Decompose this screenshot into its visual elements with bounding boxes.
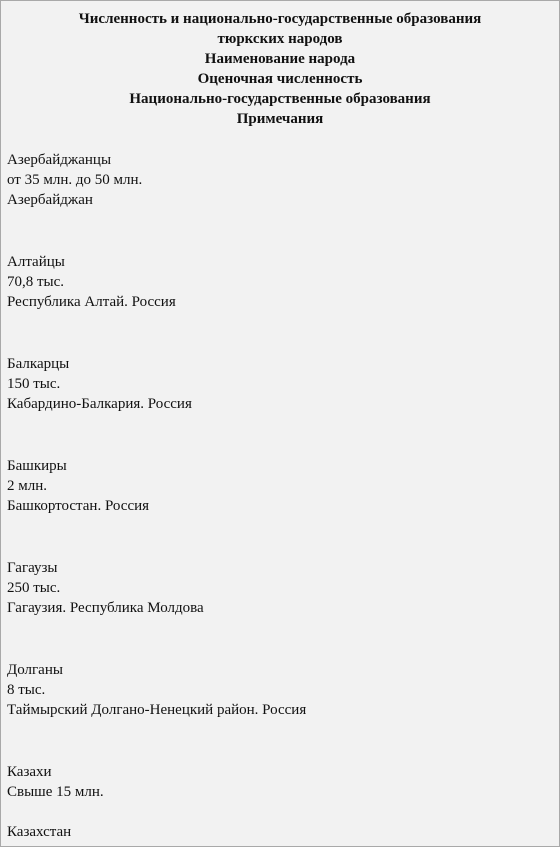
table-row bbox=[7, 252, 559, 354]
column-header-name: Наименование народа bbox=[204, 51, 356, 67]
row-entity: Башкортостан. Россия bbox=[7, 498, 150, 514]
table-body bbox=[1, 150, 559, 847]
row-people-name: Казахи bbox=[7, 764, 52, 780]
row-people-name: Долганы bbox=[7, 662, 63, 678]
column-header-population: Оценочная численность bbox=[197, 71, 363, 87]
column-header-notes: Примечания bbox=[236, 111, 324, 127]
row-notes-empty bbox=[7, 802, 559, 822]
table-row bbox=[7, 150, 559, 252]
row-people-name: Балкарцы bbox=[7, 356, 70, 372]
table-row bbox=[7, 660, 559, 762]
row-entity: Кабардино-Балкария. Россия bbox=[7, 396, 192, 412]
row-people-name: Азербайджанцы bbox=[7, 152, 112, 168]
row-people-name: Алтайцы bbox=[7, 254, 65, 270]
row-population: 8 тыс. bbox=[7, 682, 46, 698]
row-population: 150 тыс. bbox=[7, 376, 61, 392]
row-population: от 35 млн. до 50 млн. bbox=[7, 172, 143, 188]
table-title-line-1: Численность и национально-государственные образования bbox=[78, 11, 482, 27]
table-row bbox=[7, 762, 559, 847]
row-people-name: Гагаузы bbox=[7, 560, 58, 576]
table-header bbox=[1, 1, 559, 129]
table-row bbox=[7, 354, 559, 456]
table-row bbox=[7, 456, 559, 558]
row-entity: Азербайджан bbox=[7, 192, 93, 208]
row-population: 70,8 тыс. bbox=[7, 274, 65, 290]
column-header-entity: Национально-государственные образования bbox=[129, 91, 431, 107]
row-population: 2 млн. bbox=[7, 478, 48, 494]
row-people-name: Башкиры bbox=[7, 458, 67, 474]
row-population: 250 тыс. bbox=[7, 580, 61, 596]
table-row bbox=[7, 558, 559, 660]
row-entity: Таймырский Долгано-Ненецкий район. Россия bbox=[7, 702, 307, 718]
row-entity: Казахстан bbox=[7, 824, 72, 840]
row-entity: Республика Алтай. Россия bbox=[7, 294, 176, 310]
table-title-line-2: тюркских народов bbox=[217, 31, 343, 47]
row-population: Свыше 15 млн. bbox=[7, 784, 104, 800]
row-entity: Гагаузия. Республика Молдова bbox=[7, 600, 204, 616]
